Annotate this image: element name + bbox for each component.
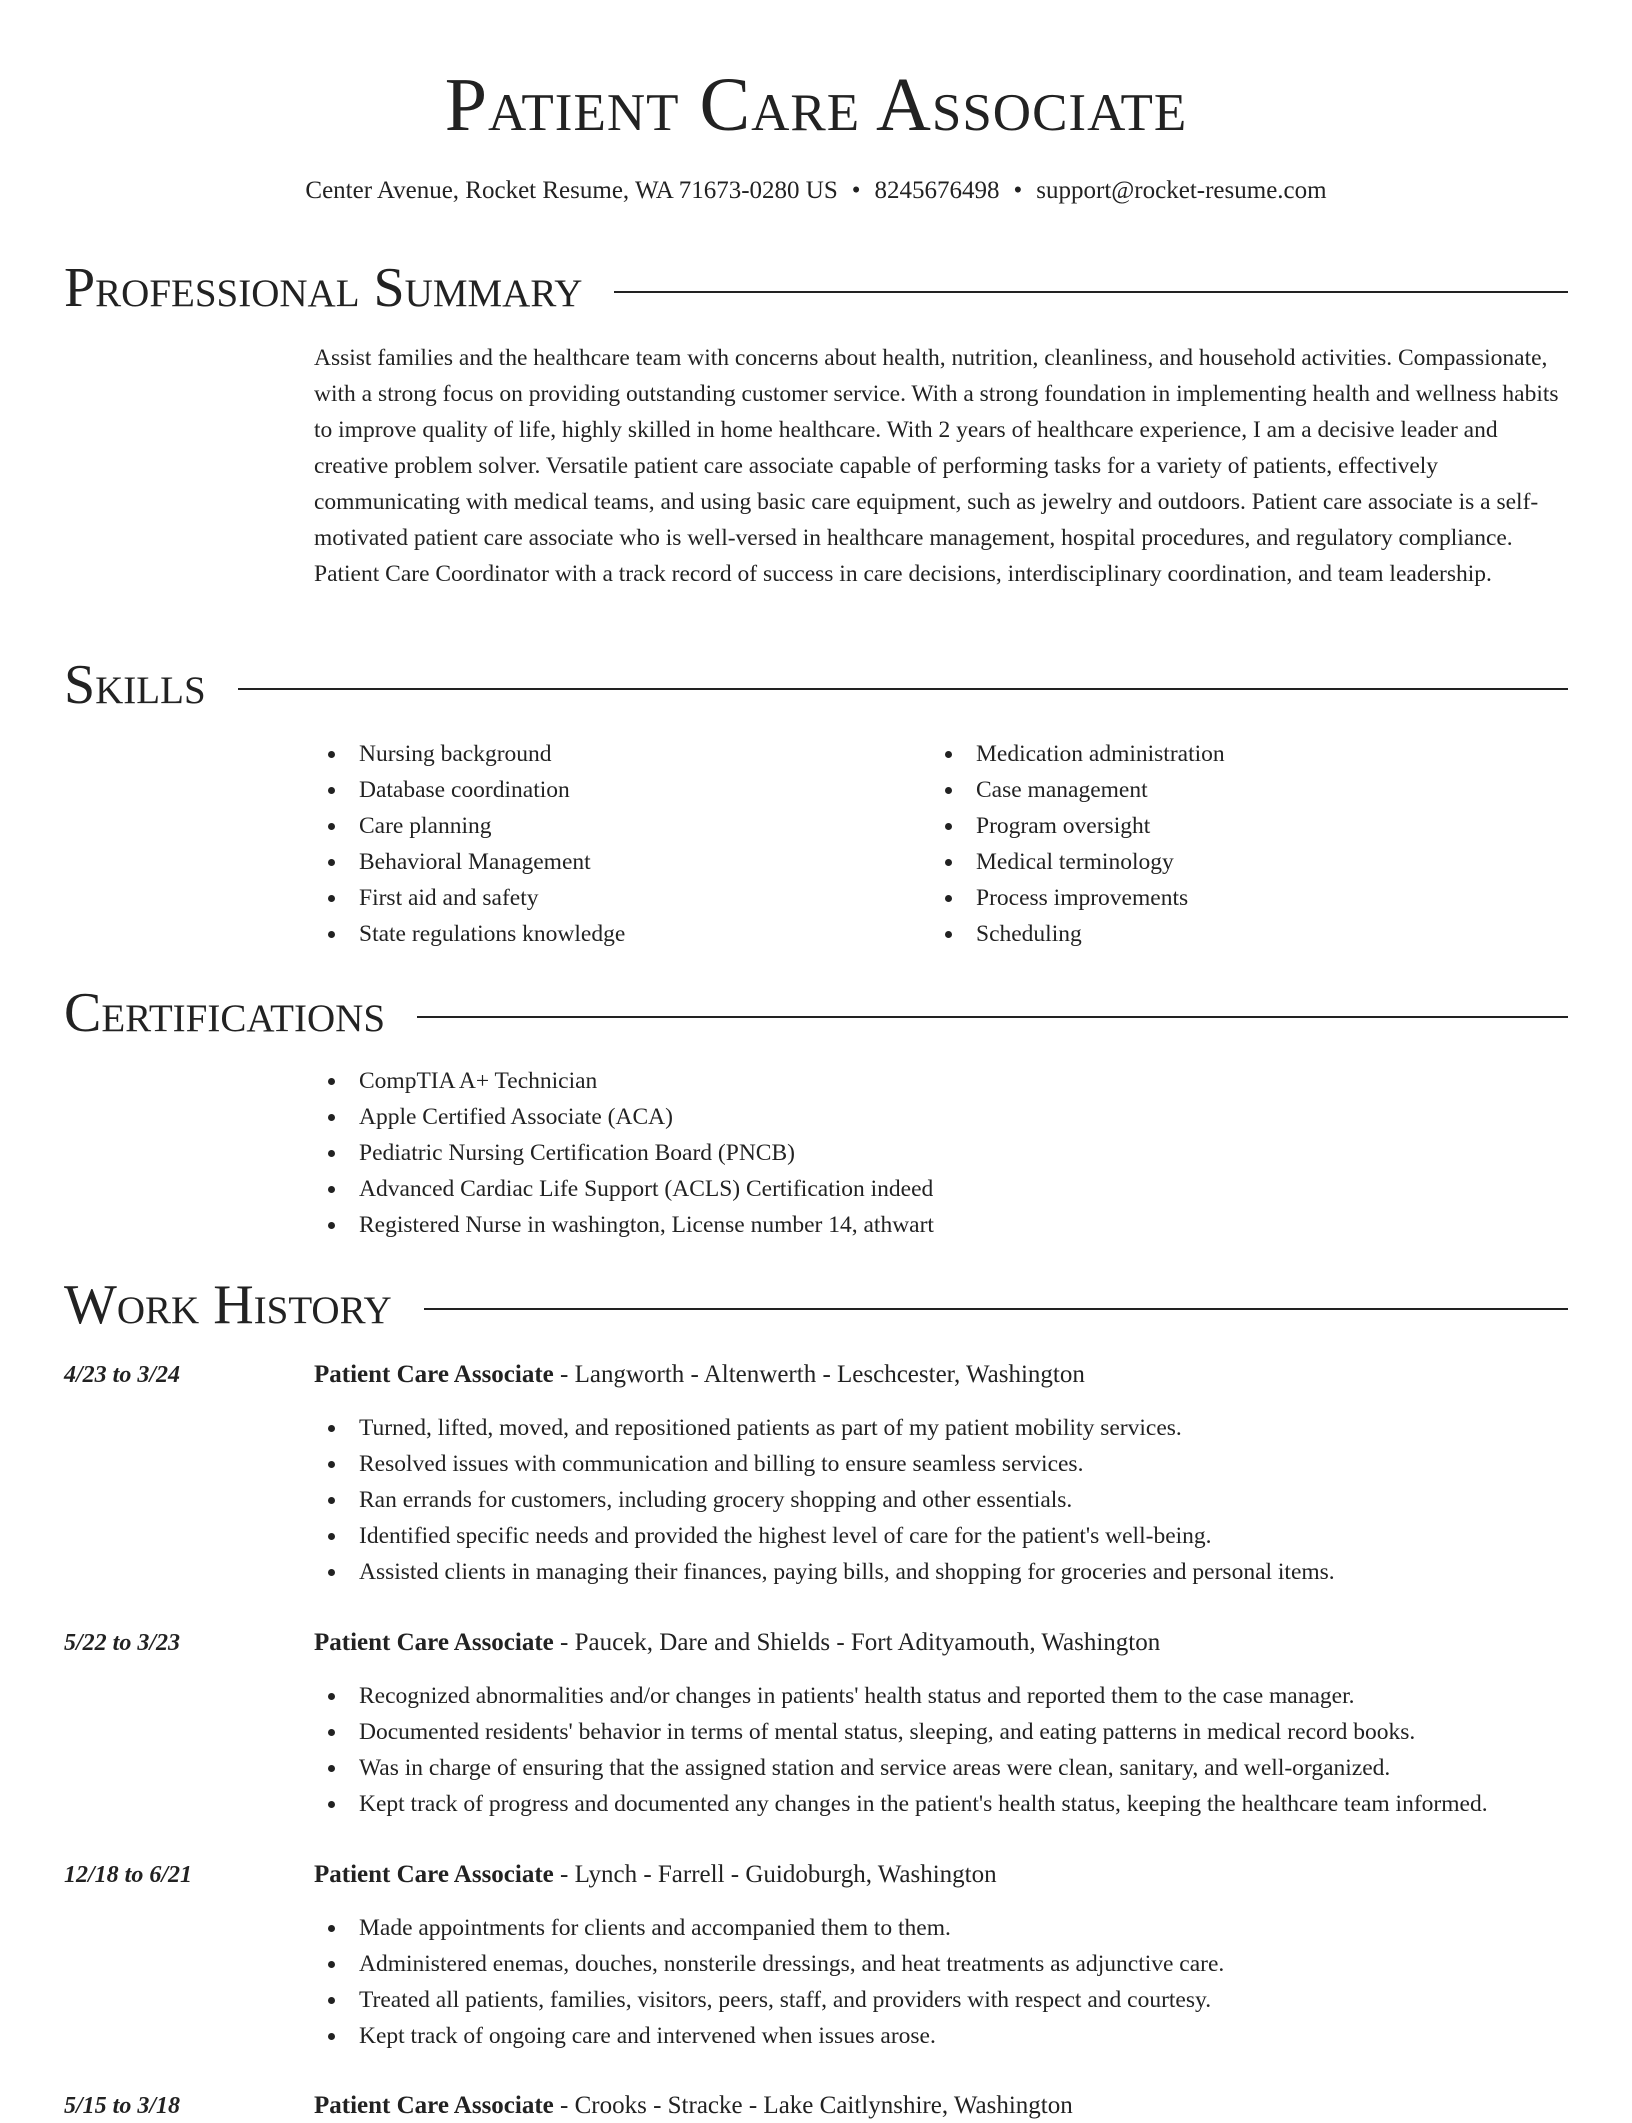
job-role: Patient Care Associate	[314, 1861, 554, 1888]
job-employer: - Langworth - Altenwerth - Leschcester, Washington	[553, 1361, 1085, 1388]
skill-item: Nursing background	[314, 736, 625, 772]
contact-separator: •	[851, 177, 861, 204]
skills-section-title: Skills	[64, 654, 206, 716]
job-role: Patient Care Associate	[314, 2092, 554, 2119]
job-title-line	[314, 2089, 1073, 2123]
skills-section-header	[64, 653, 1568, 717]
job-duty-item: Assisted clients in managing their finances, paying bills, and shopping for groceries and personal items.	[314, 1554, 1335, 1590]
job-duty-item: Ran errands for customers, including grocery shopping and other essentials.	[314, 1482, 1335, 1518]
skill-item: Care planning	[314, 808, 625, 844]
summary-text: Assist families and the healthcare team with concerns about health, nutrition, cleanliness, and household activities. Compassionate, with a strong focus on providing outstanding customer service. With a strong foundation in implementing health and wellness habits to improve quality of life, highly skilled in home healthcare. With 2 years of healthcare experience, I am a decisive leader and creative problem solver. Versatile patient care associate capable of performing tasks for a variety of patients, effectively communicating with medical teams, and using basic care equipment, such as jewelry and outdoors. Patient care associate is a self-motivated patient care associate who is well-versed in healthcare management, hospital procedures, and regulatory compliance. Patient Care Coordinator with a track record of success in care decisions, interdisciplinary coordination, and team leadership.	[314, 345, 1559, 587]
work-history-section-title: Work History	[64, 1274, 392, 1336]
certification-item: CompTIA A+ Technician	[314, 1063, 934, 1099]
certification-item: Apple Certified Associate (ACA)	[314, 1099, 934, 1135]
job-dates: 4/23 to 3/24	[64, 1362, 181, 1388]
section-divider	[417, 1016, 1568, 1018]
job-duty-item: Kept track of ongoing care and intervened when issues arose.	[314, 2018, 1224, 2054]
job-duties-list	[314, 1910, 1224, 2054]
skill-item: Medication administration	[931, 736, 1225, 772]
job-duty-item: Documented residents' behavior in terms of mental status, sleeping, and eating patterns in medical record books.	[314, 1714, 1488, 1750]
certifications-list	[314, 1063, 934, 1243]
certifications-section-title: Certifications	[64, 982, 386, 1044]
job-dates: 5/15 to 3/18	[64, 2093, 181, 2119]
skills-list-left	[314, 736, 625, 952]
contact-email: support@rocket-resume.com	[1036, 177, 1327, 204]
contact-line	[0, 174, 1632, 208]
skill-item: Program oversight	[931, 808, 1225, 844]
skills-list-right	[931, 736, 1225, 952]
skill-item: Database coordination	[314, 772, 625, 808]
job-duty-item: Turned, lifted, moved, and repositioned patients as part of my patient mobility services.	[314, 1410, 1335, 1446]
certification-item: Advanced Cardiac Life Support (ACLS) Certification indeed	[314, 1171, 934, 1207]
job-title-line	[314, 1358, 1085, 1392]
job-employer: - Lynch - Farrell - Guidoburgh, Washington	[553, 1861, 997, 1888]
skill-item: Process improvements	[931, 880, 1225, 916]
section-divider	[424, 1308, 1568, 1310]
skill-item: State regulations knowledge	[314, 916, 625, 952]
skill-item: Scheduling	[931, 916, 1225, 952]
resume-name: Patient Care Associate	[444, 63, 1188, 147]
job-duties-list	[314, 1410, 1335, 1590]
skill-item: Behavioral Management	[314, 844, 625, 880]
job-duty-item: Identified specific needs and provided the highest level of care for the patient's well-being.	[314, 1518, 1335, 1554]
skill-item: Medical terminology	[931, 844, 1225, 880]
skill-item: Case management	[931, 772, 1225, 808]
section-divider	[614, 291, 1568, 293]
job-duty-item: Made appointments for clients and accompanied them to them.	[314, 1910, 1224, 1946]
certifications-section-header	[64, 981, 1568, 1045]
contact-phone: 8245676498	[874, 177, 1000, 204]
work-history-section-header	[64, 1273, 1568, 1337]
job-dates: 12/18 to 6/21	[64, 1862, 193, 1888]
job-employer: - Paucek, Dare and Shields - Fort Adityamouth, Washington	[553, 1629, 1161, 1656]
certification-item: Pediatric Nursing Certification Board (PNCB)	[314, 1135, 934, 1171]
job-role: Patient Care Associate	[314, 1361, 554, 1388]
job-duty-item: Was in charge of ensuring that the assigned station and service areas were clean, sanitary, and well-organized.	[314, 1750, 1488, 1786]
summary-section-title: Professional Summary	[64, 257, 583, 319]
job-dates: 5/22 to 3/23	[64, 1630, 181, 1656]
job-employer: - Crooks - Stracke - Lake Caitlynshire, Washington	[553, 2092, 1073, 2119]
job-duties-list	[314, 1678, 1488, 1822]
certification-item: Registered Nurse in washington, License number 14, athwart	[314, 1207, 934, 1243]
job-duty-item: Treated all patients, families, visitors, peers, staff, and providers with respect and courtesy.	[314, 1982, 1224, 2018]
section-divider	[238, 688, 1568, 690]
job-duty-item: Recognized abnormalities and/or changes in patients' health status and reported them to the case manager.	[314, 1678, 1488, 1714]
job-duty-item: Kept track of progress and documented any changes in the patient's health status, keeping the healthcare team informed.	[314, 1786, 1488, 1822]
contact-separator: •	[1013, 177, 1023, 204]
job-title-line	[314, 1858, 997, 1892]
job-duty-item: Resolved issues with communication and billing to ensure seamless services.	[314, 1446, 1335, 1482]
contact-address: Center Avenue, Rocket Resume, WA 71673-0280 US	[305, 177, 838, 204]
job-role: Patient Care Associate	[314, 1629, 554, 1656]
job-duty-item: Administered enemas, douches, nonsterile dressings, and heat treatments as adjunctive care.	[314, 1946, 1224, 1982]
job-title-line	[314, 1626, 1160, 1660]
summary-section-header	[64, 256, 1568, 320]
skill-item: First aid and safety	[314, 880, 625, 916]
